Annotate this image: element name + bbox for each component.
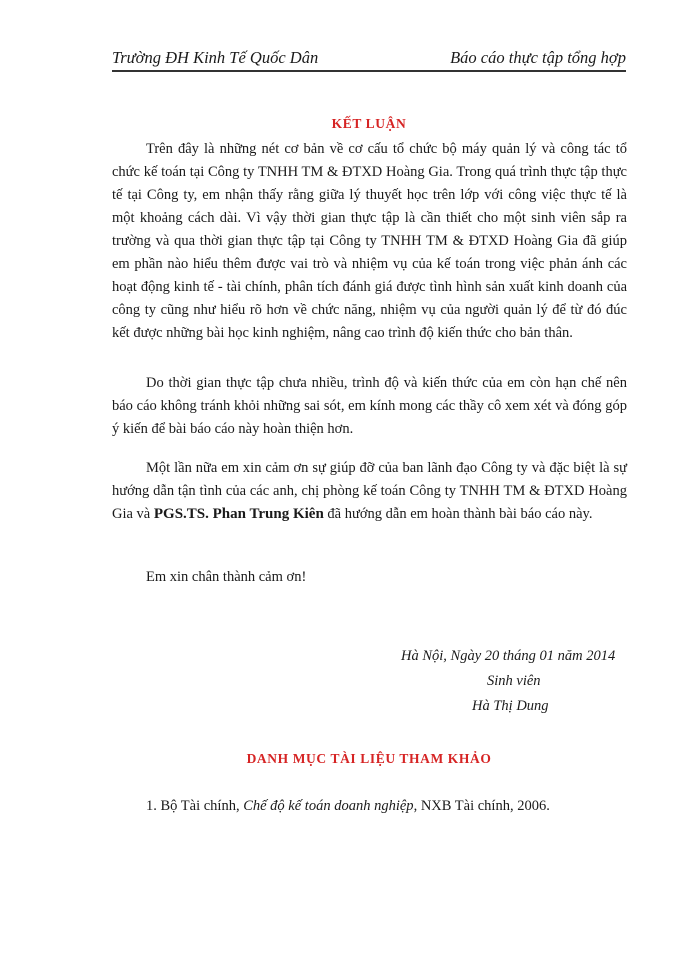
conclusion-paragraph-1: Trên đây là những nét cơ bản về cơ cấu tổ chức bộ máy quản lý và công tác tổ chức kế toán tại Công ty TNHH TM & ĐTXD Hoàng Gia. Trong quá trình thực tập thực tế tại Công ty, em nhận thấy rằng giữa lý thuyết học trên lớp với công việc thực tế là một khoảng cách dài. Vì vậy thời gian thực tập là cần thiết cho một sinh viên sắp ra trường và qua thời gian thực tập tại Công ty TNHH TM & ĐTXD Hoàng Gia đã giúp em phần nào hiểu thêm được vai trò và nhiệm vụ của kế toán trong việc phản ánh các hoạt động kinh tế - tài chính, phân tích đánh giá được tình hình sản xuất kinh doanh của công ty cũng như hiểu rõ hơn về chức năng, nhiệm vụ của người quản lý để từ đó đúc kết được những bài học kinh nghiệm, nâng cao trình độ kiến thức cho bản thân. [112, 141, 627, 341]
signature-role: Sinh viên [487, 673, 541, 689]
reference-item [146, 795, 550, 818]
conclusion-paragraph-2: Do thời gian thực tập chưa nhiều, trình độ và kiến thức của em còn hạn chế nên báo cáo không tránh khỏi những sai sót, em kính mong các thầy cô xem xét và đóng góp ý kiến để bài báo cáo này hoàn thiện hơn. [112, 375, 627, 437]
conclusion-heading: KẾT LUẬN [331, 116, 407, 131]
references-heading: DANH MỤC TÀI LIỆU THAM KHẢO [246, 751, 492, 766]
conclusion-paragraph-3 [112, 457, 627, 526]
reference-book-title: Chế độ kế toán doanh nghiệp [243, 798, 414, 814]
page-header [112, 46, 626, 72]
supervisor-name: PGS.TS. Phan Trung Kiên [153, 506, 324, 522]
signature-date: Hà Nội, Ngày 20 tháng 01 năm 2014 [401, 648, 616, 664]
paragraph-3-text-start: Một lần nữa em xin cảm ơn sự giúp đỡ của ban lãnh đạo Công ty và đặc biệt là sự hướng dẫn tận tình của các anh, chị phòng kế toán Công ty TNHH TM & ĐTXD Hoàng Gia và [112, 460, 627, 522]
reference-publisher: , NXB Tài chính, 2006. [413, 798, 550, 814]
header-report-title: Báo cáo thực tập tổng hợp [450, 48, 626, 67]
signature-name: Hà Thị Dung [472, 698, 549, 714]
reference-author: 1. Bộ Tài chính, [146, 798, 244, 814]
paragraph-3-text-end: đã hướng dẫn em hoàn thành bài báo cáo này. [323, 506, 593, 522]
header-university: Trường ĐH Kinh Tế Quốc Dân [112, 48, 319, 67]
closing-thanks: Em xin chân thành cảm ơn! [146, 569, 307, 585]
